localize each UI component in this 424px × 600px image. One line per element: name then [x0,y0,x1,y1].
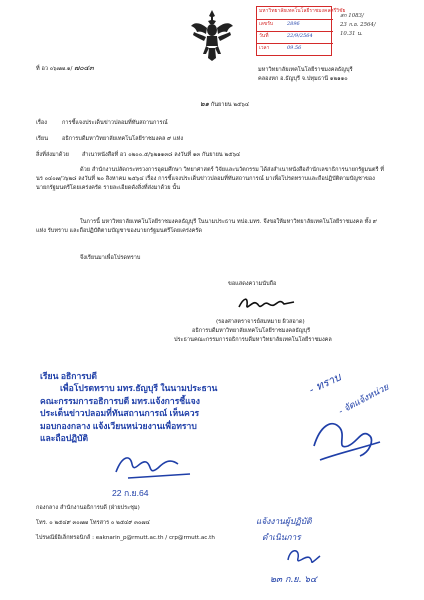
signer-name: (รองศาสตราจารย์สมหมาย ผิวสอาด) [216,319,305,325]
body-paragraph-2: ในการนี้ มหาวิทยาลัยเทคโนโลยีราชมงคลธัญบุรี ในนามประธาน ทปอ.มทร. จึงขอให้มหาวิทยาลัยเทคโนโลยีราชมงคล ทั้ง ๙ แห่ง รับทราบ และถือปฏิบัติตามบัญชาของนายกรัฐมนตรีโดยเคร่งครัด [36,219,377,234]
subject: การชี้แจงประเด็นข่าวปลอมที่ทันสถานการณ์ [62,120,168,126]
executive-annotation [40,370,217,444]
reference-number [36,64,94,73]
signature-icon [236,293,298,313]
receipt-side-note-line: 23 ก.ย. 2564/ [340,22,376,28]
handwritten-signature-icon [310,406,386,468]
attachment: สำเนาหนังสือที่ อว ๐๒๐๐.๕/๖๒๑๑๓๘ ลงวันที่ ๑๓ กันยายน ๒๕๖๔ [82,152,241,158]
receipt-stamp [256,6,346,56]
closing-salutation: ขอแสดงความนับถือ [228,281,277,287]
reference-number-handwritten: ๗๐๔๓ [74,64,94,72]
receipt-stamp-header: มหาวิทยาลัยเทคโนโลยีราชมงคลศรีวิชัย [259,8,346,14]
closing-request: จึงเรียนมาเพื่อโปรดทราบ [80,255,141,261]
receipt-stamp-row [257,43,333,53]
email: ไปรษณีย์อิเล็กทรอนิกส์ : eaknarin_p@rmutt.ac.th / crp@rmutt.ac.th [36,535,215,541]
attachment-label: สิ่งที่ส่งมาด้วย [36,152,69,158]
receipt-stamp-row [257,19,333,29]
handwritten-date: ๒๓ ก.ย. ๖๔ [270,575,317,585]
letter-date-text: กันยายน ๒๕๖๔ [210,102,250,108]
sender-address: คลองหก อ.ธัญบุรี จ.ปทุมธานี ๑๒๑๑๐ [258,76,348,82]
receipt-side-note-line: 10.31 น. [340,31,363,37]
annotation-line: มอบกองกลาง แจ้งเวียนหน่วยงานเพื่อทราบ [40,420,197,431]
recipient-label: เรียน [36,136,49,142]
annotation-signature-icon [110,450,194,484]
signer-title-1: อธิการบดีมหาวิทยาลัยเทคโนโลยีราชมงคลธัญบุรี [192,328,311,334]
subject-label: เรื่อง [36,120,48,126]
reference-number-prefix: ที่ อว ๐๖๗๗.๑/ [36,66,73,72]
annotation-date: 22 ก.ย.64 [112,488,149,498]
phone: โทร. ๐ ๒๕๔๙ ๓๐๗๗ โทรสาร ๐ ๒๕๔๙ ๓๐๗๔ [36,520,150,526]
handwritten-note: - จัดแจ้งหน่วย [337,382,391,418]
handwritten-note: แจ้งงานผู้ปฏิบัติ [256,516,312,526]
recipient: อธิการบดีมหาวิทยาลัยเทคโนโลยีราชมงคล ๙ แห่ง [62,136,184,142]
receipt-stamp-label: วันที่ [259,33,269,39]
handwritten-note: - ทราบ [307,370,343,397]
annotation-line: เพื่อโปรดทราบ มทร.ธัญบุรี ในนามประธาน [60,383,218,394]
receipt-stamp-row [257,31,333,41]
sender-name: มหาวิทยาลัยเทคโนโลยีราชมงคลธัญบุรี [258,67,353,73]
receipt-side-note-line: สก 1083/ [340,13,364,19]
receipt-side-note [340,12,376,39]
receipt-stamp-label: เลขรับ [259,21,274,27]
body-paragraph-1: ด้วย สำนักงานปลัดกระทรวงการอุดมศึกษา วิทยาศาสตร์ วิจัยและนวัตกรรม ได้ส่งสำเนาหนังสือสำนักเลขาธิการนายกรัฐมนตรี ที่ นร ๐๔๐๗/ว๖๒๘ ลงวันที่ ๒๐ สิงหาคม ๒๕๖๔ เรื่อง การชี้แจงประเด็นข่าวปลอมที่ทันสถานการณ์ มาเพื่อโปรดทราบและถือปฏิบัติตามบัญชาของนายกรัฐมนตรีโดยเคร่งครัด รายละเอียดดังสิ่งที่ส่งมาด้วย นั้น [36,167,384,191]
handwritten-note: ดำเนินการ [262,532,301,542]
annotation-line: คณะกรรมการอธิการบดี มทร.แจ้งการชี้แจง [40,395,200,406]
garuda-emblem-icon [190,8,234,62]
annotation-line: และถือปฏิบัติ [40,433,89,444]
division: กองกลาง สำนักงานอธิการบดี (ฝ่ายประชุม) [36,505,140,511]
signer-title-2: ประธานคณะกรรมการอธิการบดีมหาวิทยาลัยเทคโนโลยีราชมงคล [174,337,332,343]
letter-date-day: ๒๑ [200,100,210,108]
receipt-stamp-label: เวลา [259,45,270,51]
annotation-line: เรียน อธิการบดี [40,371,97,381]
letter-date [200,100,249,109]
receipt-stamp-value: 09.56 [287,45,302,51]
receipt-stamp-value: 22/9/2564 [287,33,313,39]
handwritten-initials-icon [284,544,324,568]
annotation-line: ประเด็นข่าวปลอมที่ทันสถานการณ์ เห็นควร [40,408,200,419]
receipt-stamp-value: 2896 [287,21,300,27]
